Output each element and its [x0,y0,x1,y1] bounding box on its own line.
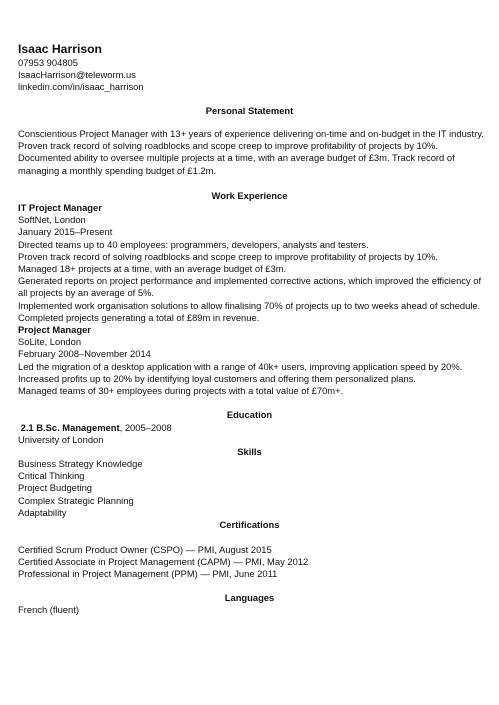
skill-item: Complex Strategic Planning [18,494,134,506]
degree-name: 2.1 B.Sc. Management [20,422,120,433]
job-detail-line: all projects by an average of 5%. [18,287,155,299]
certifications-list [18,544,484,581]
job-company: SoftNet, London [18,214,86,226]
certification-item: Certified Associate in Project Management (CAPM) — PMI, May 2012 [18,556,309,568]
job-detail-line: Implemented work organisation solutions to allow finalising 70% of projects up to two weeks ahead of schedule. [18,299,481,311]
work-experience [18,202,484,397]
job-company: SoLite, London [18,336,82,348]
section-heading-skills: Skills [237,446,262,457]
education-school: University of London [18,434,104,446]
job-detail-line: Completed projects generating a total of £89m in revenue. [18,311,260,323]
section-heading-education: Education [226,409,273,420]
email-address: IsaacHarrison@teleworm.us [18,69,136,81]
phone-number: 07953 904805 [18,57,78,68]
certification-item: Certified Scrum Product Owner (CSPO) — PMI, August 2015 [18,544,272,555]
skills-list [18,458,484,519]
job-detail-line: Managed 18+ projects at a time, with an average budget of £3m. [18,263,287,275]
certification-item: Professional in Project Management (PPM) — PMI, June 2011 [18,568,278,580]
statement-line: Documented ability to oversee multiple projects at a time, with an average budget of £3m. Track record of [18,152,455,164]
job-detail-line: Directed teams up to 40 employees: programmers, developers, analysts and testers. [18,238,369,250]
linkedin-url: linkedin.com/in/isaac_harrison [18,81,144,93]
job-detail-line: Led the migration of a desktop application with a range of 40k+ users, improving application speed by 20%. [18,360,463,372]
statement-line: Conscientious Project Manager with 13+ years of experience delivering on-time and on-budget in the IT industry. [18,128,484,139]
job-detail-line: Generated reports on project performance and implemented corrective actions, which improved the efficiency of [18,275,482,287]
degree-years: , 2005–2008 [119,422,172,433]
resume-header [18,42,144,94]
job-detail-line: Proven track record of solving roadblocks and scope creep to improve profitability of projects by 10%. [18,250,438,262]
job-title: Project Manager [18,324,91,336]
job-dates: February 2008–November 2014 [18,348,151,360]
section-heading-personal-statement: Personal Statement [205,105,294,116]
section-heading-languages: Languages [224,592,275,603]
statement-line: Proven track record of solving roadblocks and scope creep to improve profitability of projects by 10%. [18,140,438,152]
statement-line: managing a monthly spending budget of £1.2m. [18,164,217,176]
job-dates: January 2015–Present [18,226,113,238]
candidate-name: Isaac Harrison [18,42,103,56]
section-heading-work-experience: Work Experience [211,190,288,201]
education [18,422,484,446]
personal-statement [18,128,484,177]
languages-list [18,604,484,616]
job-detail-line: Increased profits up to 20% by identifying loyal customers and offering them personalized plans. [18,372,416,384]
section-heading-certifications: Certifications [219,519,280,530]
education-degree-line [18,422,484,434]
job-title: IT Project Manager [18,202,102,213]
language-item: French (fluent) [18,604,79,615]
skill-item: Business Strategy Knowledge [18,458,143,469]
job-detail-line: Managed teams of 30+ employees during projects with a total value of £70m+. [18,385,344,397]
skill-item: Critical Thinking [18,470,85,482]
skill-item: Adaptability [18,506,67,518]
skill-item: Project Budgeting [18,482,93,494]
